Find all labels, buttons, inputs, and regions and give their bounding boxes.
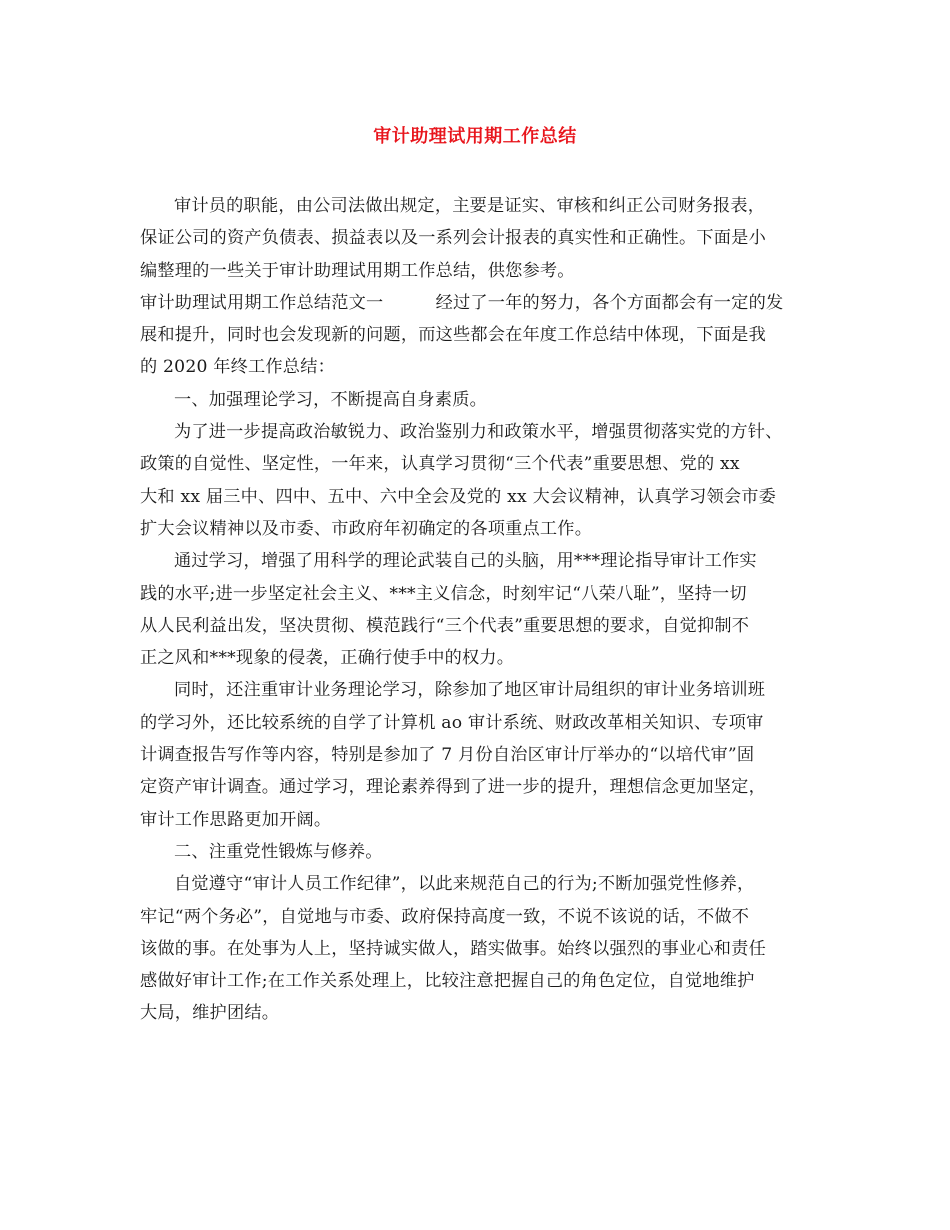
text-line: 自觉遵守“审计人员工作纪律”，以此来规范自己的行为;不断加强党性修养， — [174, 874, 755, 895]
text-line: 审计工作思路更加开阔。 — [140, 809, 332, 830]
text-line: 该做的事。在处事为人上，坚持诚实做人，踏实做事。始终以强烈的事业心和责任 — [140, 938, 766, 959]
text-line: 通过学习，增强了用科学的理论武装自己的头脑，用***理论指导审计工作实 — [174, 551, 757, 572]
text-line: 从人民利益出发，坚决贯彻、模范践行“三个代表”重要思想的要求，自觉抑制不 — [140, 615, 750, 636]
text-line: 的学习外，还比较系统的自学了计算机 ao 审计系统、财政改革相关知识、专项审 — [140, 712, 764, 733]
text-line: 大和 xx 届三中、四中、五中、六中全会及党的 xx 大会议精神，认真学习领会市委 — [140, 486, 777, 507]
text-line: 保证公司的资产负债表、损益表以及一系列会计报表的真实性和正确性。下面是小 — [140, 228, 766, 249]
text-line: 计调查报告写作等内容，特别是参加了 7 月份自治区审计厅举办的“以培代审”固 — [140, 745, 755, 766]
text-line: 政策的自觉性、坚定性，一年来，认真学习贯彻“三个代表”重要思想、党的 xx — [140, 454, 740, 475]
document-body — [140, 190, 830, 1030]
text-line: 编整理的一些关于审计助理试用期工作总结，供您参考。 — [140, 260, 575, 281]
text-line: 审计员的职能，由公司法做出规定，主要是证实、审核和纠正公司财务报表， — [174, 196, 766, 216]
text-line: 的 2020 年终工作总结： — [140, 357, 335, 378]
text-line: 展和提升，同时也会发现新的问题，而这些都会在年度工作总结中体现，下面是我 — [140, 325, 766, 346]
text-line: 牢记“两个务必”，自觉地与市委、政府保持高度一致，不说不该说的话，不做不 — [140, 906, 750, 927]
text-line: 为了进一步提高政治敏锐力、政治鉴别力和政策水平，增强贯彻落实党的方针、 — [174, 422, 783, 443]
page-title: 审计助理试用期工作总结 — [373, 126, 577, 147]
text-line: 践的水平;进一步坚定社会主义、***主义信念，时刻牢记“八荣八耻”，坚持一切 — [140, 583, 747, 604]
text-line: 审计助理试用期工作总结范文一 经过了一年的努力，各个方面都会有一定的发 — [140, 292, 784, 313]
text-line: 二、注重党性锻炼与修养。 — [174, 841, 383, 862]
text-line: 感做好审计工作;在工作关系处理上，比较注意把握自己的角色定位，自觉地维护 — [140, 971, 755, 992]
text-line: 一、加强理论学习，不断提高自身素质。 — [174, 389, 487, 410]
text-line: 扩大会议精神以及市委、市政府年初确定的各项重点工作。 — [140, 518, 593, 539]
text-line: 大局，维护团结。 — [140, 1003, 280, 1024]
text-line: 同时，还注重审计业务理论学习，除参加了地区审计局组织的审计业务培训班 — [174, 680, 766, 701]
text-line: 定资产审计调查。通过学习，理论素养得到了进一步的提升，理想信念更加坚定， — [140, 777, 766, 798]
text-line: 正之风和***现象的侵袭，正确行使手中的权力。 — [140, 648, 515, 669]
